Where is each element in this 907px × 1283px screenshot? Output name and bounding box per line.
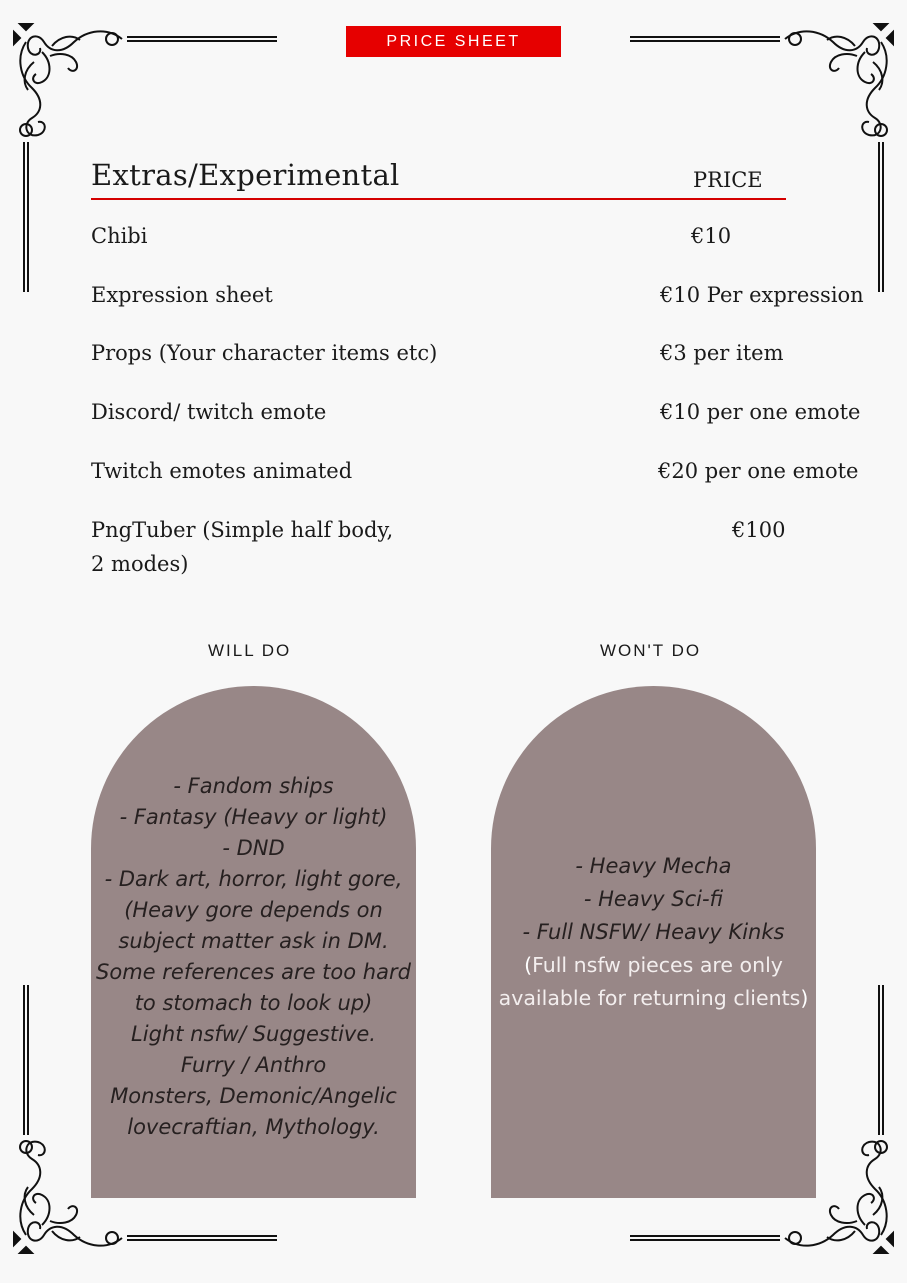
- item-price-animated-emotes: €20 per one emote: [658, 459, 859, 483]
- wont-do-line: - Full NSFW/ Heavy Kinks: [522, 920, 785, 944]
- wont-do-list: [491, 850, 816, 1015]
- will-do-line: lovecraftian, Mythology.: [127, 1115, 380, 1139]
- will-do-line: Some references are too hard: [96, 960, 411, 984]
- will-do-line: - Fantasy (Heavy or light): [119, 805, 388, 829]
- corner-ornament-top-right: [625, 22, 895, 302]
- item-price-chibi: €10: [691, 224, 732, 248]
- wont-do-note-line: available for returning clients): [498, 986, 809, 1010]
- will-do-title: WILL DO: [208, 641, 292, 660]
- price-sheet-banner: PRICE SHEET: [346, 26, 561, 57]
- item-price-pngtuber: €100: [732, 518, 786, 542]
- will-do-line: subject matter ask in DM.: [118, 929, 389, 953]
- wont-do-note-text: Full nsfw pieces are only: [532, 953, 783, 977]
- wont-do-line: - Heavy Sci-fi: [583, 887, 724, 911]
- will-do-line: Light nsfw/ Suggestive.: [131, 1022, 376, 1046]
- item-price-discord-emote: €10 per one emote: [660, 400, 861, 424]
- item-name-discord-emote: Discord/ twitch emote: [91, 400, 327, 424]
- item-name-animated-emotes: Twitch emotes animated: [91, 459, 353, 483]
- will-do-list: [91, 771, 416, 1143]
- will-do-line: - Dark art, horror, light gore,: [104, 867, 403, 891]
- will-do-line: to stomach to look up): [134, 991, 373, 1015]
- section-divider: [91, 198, 786, 200]
- item-name-chibi: Chibi: [91, 224, 148, 248]
- will-do-panel: [91, 686, 416, 1198]
- will-do-line: - Fandom ships: [173, 774, 334, 798]
- will-do-line: Monsters, Demonic/Angelic: [110, 1084, 397, 1108]
- item-name-pngtuber: PngTuber (Simple half body, 2 modes): [91, 518, 394, 576]
- item-price-expression-sheet: €10 Per expression: [660, 283, 864, 307]
- wont-do-title: WON'T DO: [600, 641, 702, 660]
- will-do-line: Furry / Anthro: [180, 1053, 327, 1077]
- section-title: Extras/Experimental: [91, 158, 400, 192]
- wont-do-note-line: (Full nsfw pieces are only: [524, 953, 783, 977]
- price-column-header: PRICE: [693, 168, 763, 192]
- wont-do-line: - Heavy Mecha: [575, 854, 732, 878]
- will-do-line: (Heavy gore depends on: [124, 898, 383, 922]
- item-name-props: Props (Your character items etc): [91, 341, 438, 365]
- item-name-expression-sheet: Expression sheet: [91, 283, 273, 307]
- will-do-line: - DND: [222, 836, 285, 860]
- item-price-props: €3 per item: [660, 341, 784, 365]
- wont-do-note-text: available for returning clients: [498, 986, 801, 1010]
- wont-do-panel: [491, 686, 816, 1198]
